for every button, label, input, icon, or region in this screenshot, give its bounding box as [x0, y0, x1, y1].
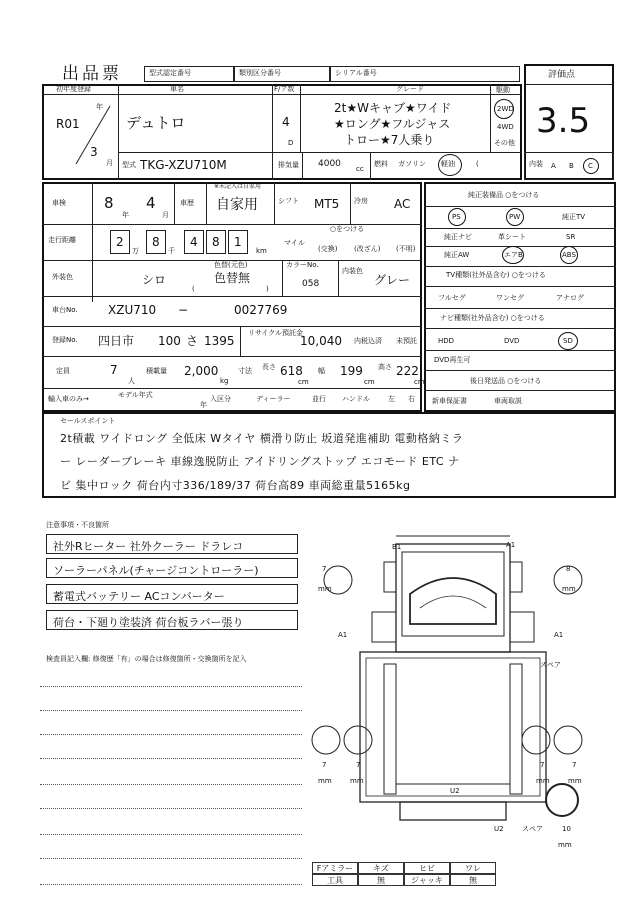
- equip-aw: 純正AW: [444, 251, 470, 259]
- int-color-value: グレー: [374, 273, 411, 287]
- inspection-month: 4: [146, 194, 156, 212]
- equip-navi: 純正ナビ: [444, 233, 472, 241]
- height-label: 高さ: [378, 363, 392, 371]
- mileage-label: 走行距離: [48, 236, 76, 244]
- capacity-num: 7: [110, 363, 118, 377]
- legend-h2: キズ: [358, 862, 404, 874]
- in-label: 入区分: [210, 395, 231, 403]
- reg-era: R01: [56, 117, 80, 131]
- interior-grade-box: [524, 152, 614, 180]
- legend-h4: ワレ: [450, 862, 496, 874]
- tv-title: TV種類(社外品含む) ○をつける: [446, 271, 546, 279]
- note-3: 蓄電式バッテリー ACコンバーター: [46, 584, 298, 604]
- equip-abs: ABS: [562, 251, 576, 259]
- plate-label: 登録No.: [52, 336, 78, 344]
- dims-label: 寸法: [238, 367, 252, 375]
- dotline-9: [40, 884, 302, 885]
- reg-label: 初年度登録: [56, 85, 91, 93]
- after-title: 後日発送品 ○をつける: [470, 377, 542, 385]
- notes-label: 注意事項・不良箇所: [46, 521, 109, 529]
- mileage-tamper: (改ざん): [354, 245, 381, 253]
- interior-a: A: [551, 162, 556, 170]
- mileage-note: ○をつける: [330, 225, 365, 233]
- interior-label: 内装: [529, 160, 543, 168]
- plate-region: 四日市: [98, 334, 135, 348]
- recycle-untrusted: 未預託: [396, 337, 417, 345]
- legend-v4: 無: [450, 874, 496, 886]
- inspection-label: 車検: [52, 199, 66, 207]
- sales-line-3: ビ 集中ロック 荷台内寸336/189/37 荷台高89 車両総重量5165kg: [60, 479, 411, 492]
- grade-line2: ★ロング★フルジャス: [334, 117, 451, 131]
- inspection-year-unit: 年: [122, 211, 129, 219]
- equip-title: 純正装備品 ○をつける: [468, 191, 540, 199]
- model-cert-field: [144, 66, 234, 82]
- handle-right: 右: [408, 395, 415, 403]
- chassis-model: XZU710: [108, 303, 157, 317]
- type-value: TKG-XZU710M: [140, 158, 227, 172]
- chassis-dash: −: [178, 303, 189, 317]
- score-label: 評価点: [548, 70, 576, 80]
- mileage-sen: 千: [168, 247, 175, 255]
- after-warranty: 新車保証書: [432, 397, 467, 405]
- diag-tire-7a: 7: [322, 565, 327, 573]
- sales-label: セールスポイント: [60, 417, 116, 425]
- plate-class: 100: [158, 334, 181, 348]
- sales-line-2: ー レーダーブレーキ 車線逸脱防止 アイドリングストップ エコモード ETC ナ: [60, 455, 460, 468]
- color-value: シロ: [142, 273, 167, 287]
- equip-tv: 純正TV: [562, 213, 586, 221]
- chassis-number: 0027769: [234, 303, 288, 317]
- dotline-7: [40, 834, 302, 835]
- diag-tire-7d: 7: [540, 761, 545, 769]
- reg-month: 3: [90, 145, 98, 159]
- car-name-label: 車名: [170, 85, 184, 93]
- color-paren-left: (: [192, 285, 195, 293]
- diag-mm-3: mm: [318, 777, 332, 785]
- diag-a1-right: A1: [554, 631, 564, 639]
- drive-label: 駆動: [496, 86, 510, 94]
- len-value: 618: [280, 364, 303, 378]
- truck-diagram: [300, 528, 600, 858]
- plate-number: 1395: [204, 334, 235, 348]
- shift-value: MT5: [314, 197, 340, 211]
- width-label: 幅: [318, 367, 325, 375]
- equip-sr: SR: [566, 233, 576, 241]
- equip-seat: 革シート: [498, 233, 526, 241]
- recycle-label: リサイクル預託金: [248, 329, 304, 337]
- diag-tire-7b: 7: [322, 761, 327, 769]
- dealer: ディーラー: [256, 395, 291, 403]
- dotline-3: [40, 734, 302, 735]
- handle-label: ハンドル: [342, 395, 370, 403]
- grade-line3: トロー★7人乗り: [344, 133, 435, 147]
- use-label: 車歴: [180, 199, 194, 207]
- reg-year-unit: 年: [96, 103, 103, 111]
- car-name: デュトロ: [126, 114, 186, 132]
- diag-b1: B1: [392, 543, 402, 551]
- mileage-mile: マイル: [284, 239, 305, 247]
- sheet-title: 出品票: [62, 64, 122, 84]
- legend-h1: Fアミラー: [312, 862, 358, 874]
- diag-tire-7e: 7: [572, 761, 577, 769]
- recycle-value: 10,040: [300, 334, 342, 348]
- after-manual: 車両取説: [494, 397, 522, 405]
- diag-a1-left: A1: [338, 631, 348, 639]
- model-year-unit: 年: [200, 401, 207, 409]
- color-code-label: カラーNo.: [286, 261, 319, 269]
- use-value: 自家用: [216, 197, 258, 213]
- color-label: 外装色: [52, 273, 73, 281]
- navi-title: ナビ種類(社外品含む) ○をつける: [440, 314, 545, 322]
- note-1: 社外Rヒーター 社外クーラー ドラレコ: [46, 534, 298, 554]
- category-label: 類別区分番号: [239, 69, 281, 77]
- tv-analog: アナログ: [556, 294, 584, 302]
- fuel-label: 燃料: [374, 160, 388, 168]
- color-change-label: 色替(元色): [214, 261, 248, 269]
- sales-line-1: 2t積載 ワイドロング 全低床 Wタイヤ 横滑り防止 坂道発進補助 電動格納ミラ: [60, 432, 464, 445]
- inspection-month-unit: 月: [162, 211, 169, 219]
- chassis-label: 車台No.: [52, 306, 78, 314]
- plate-kana: さ: [186, 334, 199, 348]
- navi-hdd: HDD: [438, 337, 455, 345]
- legend-v2: 無: [358, 874, 404, 886]
- mileage-digit-2: 8: [152, 235, 160, 249]
- height-unit: cm: [414, 378, 425, 386]
- interior-b: B: [569, 162, 574, 170]
- mileage-digit-3: 4: [190, 235, 198, 249]
- category-field: [234, 66, 330, 82]
- dvd-play: DVD再生可: [434, 356, 471, 364]
- diag-mm-6: mm: [568, 777, 582, 785]
- load-label: 積載量: [146, 367, 167, 375]
- len-unit: cm: [298, 378, 309, 386]
- mileage-digit-1: 2: [116, 235, 124, 249]
- mileage-digit-5: 1: [234, 235, 242, 249]
- dotline-2: [40, 710, 302, 711]
- fuel-paren: (: [476, 160, 479, 168]
- ac-value: AC: [394, 197, 411, 211]
- serial-label: シリアル番号: [335, 69, 377, 77]
- width-value: 199: [340, 364, 363, 378]
- color-paren-right: ): [266, 285, 269, 293]
- diag-a1-top: A1: [506, 541, 516, 549]
- navi-sd: SD: [563, 337, 573, 345]
- legend-v1: 工具: [312, 874, 358, 886]
- shift-label: シフト: [278, 197, 299, 205]
- disp-label: 排気量: [278, 161, 299, 169]
- interior-c: C: [588, 162, 593, 170]
- type-label: 型式: [122, 161, 136, 169]
- model-year-label: モデル年式: [118, 391, 153, 399]
- equip-airbag: エアB: [504, 251, 523, 259]
- color-change-value: 色替無: [214, 271, 251, 285]
- tv-oneseg: ワンセグ: [496, 294, 524, 302]
- use-note: ※未記入は自家用: [214, 183, 262, 190]
- dotline-4: [40, 758, 302, 759]
- diag-tire-7c: 7: [356, 761, 361, 769]
- serial-field: [330, 66, 520, 82]
- equip-pw: PW: [509, 213, 521, 221]
- inspection-year: 8: [104, 194, 114, 212]
- width-unit: cm: [364, 378, 375, 386]
- color-code: 058: [302, 279, 320, 289]
- diag-mm-1: mm: [318, 585, 332, 593]
- handle-left: 左: [388, 395, 395, 403]
- disp-value: 4000: [318, 159, 341, 169]
- load-unit: kg: [220, 377, 229, 385]
- navi-dvd: DVD: [504, 337, 520, 345]
- equip-ps: PS: [452, 213, 461, 221]
- ac-label: 冷房: [354, 197, 368, 205]
- diag-spare-10: 10: [562, 825, 571, 833]
- note-4: 荷台・下廻り塗装済 荷台板ラバー張り: [46, 610, 298, 630]
- len-label: 長さ: [262, 363, 276, 371]
- dotline-5: [40, 784, 302, 785]
- inspector-note: 検査員記入欄: 修復歴「有」の場合は修復箇所・交換箇所を記入: [46, 655, 247, 663]
- reg-month-unit: 月: [106, 159, 113, 167]
- diag-mm-5: mm: [536, 777, 550, 785]
- import-label: 輸入車のみ→: [48, 395, 89, 403]
- score-value: 3.5: [536, 101, 591, 141]
- int-color-label: 内装色: [342, 267, 363, 275]
- diag-spare-2: スペア: [522, 825, 543, 833]
- dotline-6: [40, 808, 302, 809]
- capacity-unit: 人: [128, 377, 135, 385]
- fuel-gasoline: ガソリン: [398, 160, 426, 168]
- diag-spare-1: スペア: [540, 661, 561, 669]
- legend-v3: ジャッキ: [404, 874, 450, 886]
- diag-mm-7: mm: [558, 841, 572, 849]
- diag-mm-2: mm: [562, 585, 576, 593]
- drive-2wd: 2WD: [497, 105, 514, 113]
- height-value: 222: [396, 364, 419, 378]
- parallel: 並行: [312, 395, 326, 403]
- diag-mm-4: mm: [350, 777, 364, 785]
- grade-label: グレード: [396, 85, 424, 93]
- grade-line1: 2t★Wキャブ★ワイド: [334, 101, 452, 115]
- drive-4wd: 4WD: [497, 123, 514, 131]
- fuel-selected: 軽油: [441, 160, 455, 168]
- mileage-man: 万: [132, 247, 139, 255]
- load-value: 2,000: [184, 364, 219, 378]
- mileage-exchange: (交換): [318, 245, 338, 253]
- legend-h3: ヒビ: [404, 862, 450, 874]
- recycle-tax: 内税込済: [354, 337, 382, 345]
- mileage-unknown: (不明): [396, 245, 416, 253]
- dotline-1: [40, 686, 302, 687]
- dotline-8: [40, 858, 302, 859]
- diag-tire-8: 8: [566, 565, 571, 573]
- model-cert-label: 型式認定番号: [149, 69, 191, 77]
- tv-fullseg: フルセグ: [438, 294, 466, 302]
- diag-u2-bottom: U2: [494, 825, 504, 833]
- disp-unit: cc: [356, 165, 364, 173]
- doors-label: F/ア数: [274, 85, 295, 93]
- note-2: ソーラーパネル(チャージコントローラー): [46, 558, 298, 578]
- drive-other: その他: [494, 139, 515, 147]
- mileage-km: km: [256, 247, 267, 255]
- capacity-label: 定員: [56, 367, 70, 375]
- diag-u2-center: U2: [450, 787, 460, 795]
- doors-unit: D: [288, 139, 294, 147]
- doors-value: 4: [282, 115, 290, 129]
- mileage-digit-4: 8: [212, 235, 220, 249]
